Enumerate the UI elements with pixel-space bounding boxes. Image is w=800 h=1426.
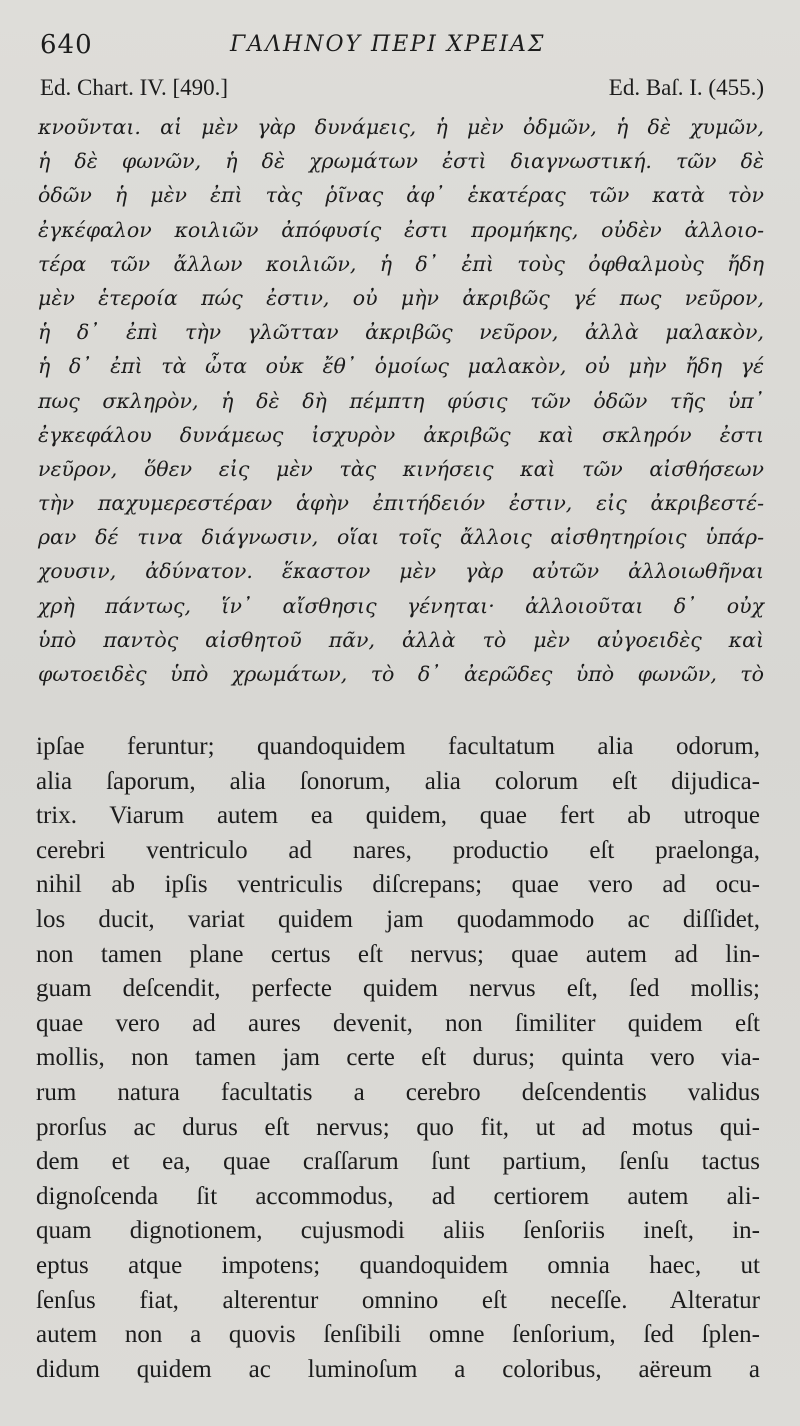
greek-text-line: χουσιν, ἀδύνατον. ἕκαστον μὲν γὰρ αὐτῶν ἀλλοιωθῆναι [38, 559, 764, 584]
latin-text-line: ſenſus fiat, alterentur omnino eſt neceſſe. Alteratur [36, 1286, 760, 1314]
latin-text-line: cerebri ventriculo ad nares, productio eſt praelonga, [36, 836, 760, 864]
latin-text-line: trix. Viarum autem ea quidem, quae fert ab utroque [36, 802, 760, 830]
latin-text-line: prorſus ac durus eſt nervus; quo fit, ut ad motus qui- [36, 1113, 760, 1141]
latin-text-line: rum natura facultatis a cerebro deſcendentis validus [36, 1078, 760, 1106]
latin-text-line: dignoſcenda ſit accommodus, ad certiorem autem ali- [36, 1182, 760, 1210]
latin-text-line: non tamen plane certus eſt nervus; quae autem ad lin- [36, 940, 760, 968]
latin-text-line: dem et ea, quae craſſarum ſunt partium, ſenſu tactus [36, 1148, 760, 1176]
greek-text-line: μὲν ἑτεροία πώς ἐστιν, οὐ μὴν ἀκριβῶς γέ πως νεῦρον, [38, 285, 764, 310]
greek-text-line: ἐγκεφάλου δυνάμεως ἰσχυρὸν ἀκριβῶς καὶ σκληρόν ἐστι [38, 422, 764, 447]
latin-text-line: nihil ab ipſis ventriculis diſcrepans; quae vero ad ocu- [36, 871, 760, 899]
greek-text-line: κνοῦνται. αἱ μὲν γὰρ δυνάμεις, ἡ μὲν ὀδμῶν, ἡ δὲ χυμῶν, [38, 115, 764, 139]
latin-text-block [36, 730, 760, 1387]
greek-text-line: ἡ δ᾽ ἐπὶ τὴν γλῶτταν ἀκριβῶς νεῦρον, ἀλλὰ μαλακὸν, [38, 320, 764, 345]
edition-reference-basel: Ed. Baſ. I. (455.) [608, 75, 764, 100]
latin-text-line: alia ſaporum, alia ſonorum, alia colorum eſt dijudica- [36, 767, 760, 795]
latin-text-line: los ducit, variat quidem jam quodammodo ac diſſidet, [36, 905, 760, 933]
greek-text-line: ὑπὸ παντὸς αἰσθητοῦ πᾶν, ἀλλὰ τὸ μὲν αὐγοειδὲς καὶ [38, 627, 764, 652]
greek-text-line: νεῦρον, ὅθεν εἰς μὲν τὰς κινήσεις καὶ τῶν αἰσθήσεων [38, 456, 764, 481]
greek-text-line: ὁδῶν ἡ μὲν ἐπὶ τὰς ῥῖνας ἀφ᾽ ἑκατέρας τῶν κατὰ τὸν [38, 183, 764, 208]
latin-text-line: eptus atque impotens; quandoquidem omnia haec, ut [36, 1251, 760, 1279]
greek-text-line: χρὴ πάντως, ἵν᾽ αἴσθησις γένηται· ἀλλοιοῦται δ᾽ οὐχ [38, 593, 764, 618]
running-title: ΓΑΛΗΝΟΥ ΠΕΡΙ ΧΡΕΙΑΣ [230, 32, 546, 57]
latin-text-line: autem non a quovis ſenſibili omne ſenſorium, ſed ſplen- [36, 1321, 760, 1349]
latin-text-line: quae vero ad aures devenit, non ſimiliter quidem eſt [36, 1009, 760, 1037]
greek-text-line: ἡ δὲ φωνῶν, ἡ δὲ χρωμάτων ἐστὶ διαγνωστική. τῶν δὲ [38, 149, 764, 174]
latin-text-line: mollis, non tamen jam certe eſt durus; quinta vero via- [36, 1044, 760, 1072]
greek-text-line: τὴν παχυμερεστέραν ἁφὴν ἐπιτήδειόν ἐστιν, εἰς ἀκριβεστέ- [38, 491, 764, 516]
latin-text-line: ipſae feruntur; quandoquidem facultatum alia odorum, [36, 733, 760, 760]
latin-text-line: guam deſcendit, perfecte quidem nervus eſt, ſed mollis; [36, 975, 760, 1003]
greek-text-block [38, 110, 764, 691]
greek-text-line: πως σκληρὸν, ἡ δὲ δὴ πέμπτη φύσις τῶν ὁδῶν τῆς ὑπ᾽ [38, 388, 764, 413]
latin-text-line: didum quidem ac luminoſum a coloribus, aëreum a [36, 1355, 760, 1383]
greek-text-line: φωτοειδὲς ὑπὸ χρωμάτων, τὸ δ᾽ ἀερῶδες ὑπὸ φωνῶν, τὸ [38, 662, 764, 686]
page-number: 640 [40, 30, 93, 60]
latin-text-line: quam dignotionem, cujusmodi aliis ſenſoriis ineſt, in- [36, 1217, 760, 1245]
greek-text-line: ἡ δ᾽ ἐπὶ τὰ ὦτα οὐκ ἔθ᾽ ὁμοίως μαλακὸν, οὐ μὴν ἤδη γέ [38, 354, 764, 379]
edition-reference-chartier: Ed. Chart. IV. [490.] [40, 75, 229, 100]
greek-text-line: ραν δέ τινα διάγνωσιν, οἵαι τοῖς ἄλλοις αἰσθητηρίοις ὑπάρ- [38, 525, 764, 550]
greek-text-line: ἐγκέφαλον κοιλιῶν ἀπόφυσίς ἐστι προμήκης, οὐδὲν ἀλλοιο- [38, 217, 764, 242]
greek-text-line: τέρα τῶν ἄλλων κοιλιῶν, ἡ δ᾽ ἐπὶ τοὺς ὀφθαλμοὺς ἤδη [38, 251, 764, 276]
